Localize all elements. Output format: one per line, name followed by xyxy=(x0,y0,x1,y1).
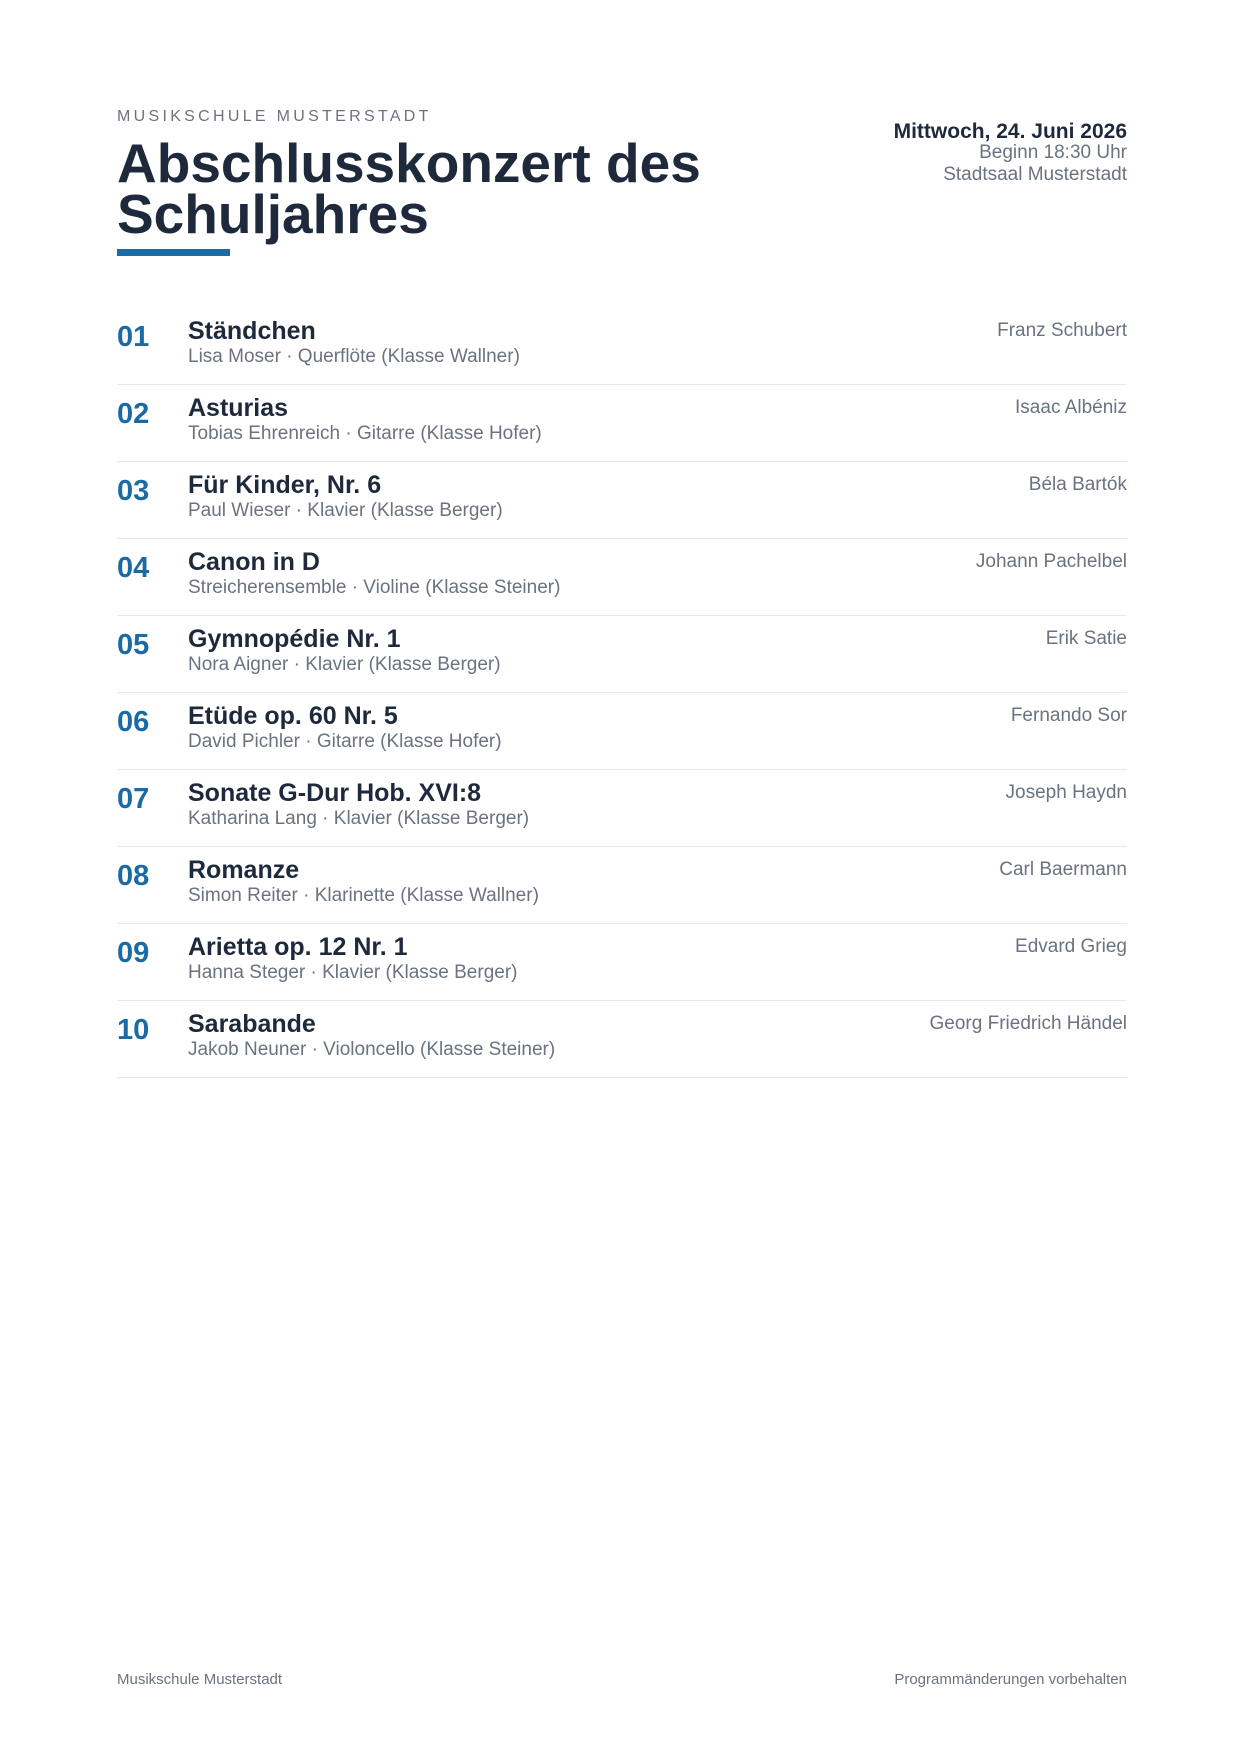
page-title: Abschlusskonzert des Schuljahres xyxy=(117,132,701,245)
performer-info: Lisa Moser · Querflöte (Klasse Wallner) xyxy=(188,346,520,367)
composer-name: Edvard Grieg xyxy=(1015,936,1127,957)
event-date: Mittwoch, 24. Juni 2026 xyxy=(893,120,1127,143)
event-start-time: Beginn 18:30 Uhr xyxy=(979,142,1127,163)
program-number: 09 xyxy=(117,937,150,969)
title-underline xyxy=(117,249,230,256)
program-item xyxy=(117,1002,1127,1078)
composer-name: Fernando Sor xyxy=(1010,705,1127,726)
program-list xyxy=(117,309,1127,1078)
program-number: 07 xyxy=(117,783,150,815)
program-number: 03 xyxy=(117,475,150,507)
program-number: 08 xyxy=(117,860,150,892)
performer-info: Paul Wieser · Klavier (Klasse Berger) xyxy=(188,500,503,521)
composer-name: Johann Pachelbel xyxy=(975,551,1127,572)
program-item xyxy=(117,540,1127,616)
program-item xyxy=(117,848,1127,924)
program-number: 02 xyxy=(117,398,150,430)
performer-info: Jakob Neuner · Violoncello (Klasse Steiner) xyxy=(188,1039,556,1060)
piece-title: Arietta op. 12 Nr. 1 xyxy=(188,933,408,961)
performer-info: Tobias Ehrenreich · Gitarre (Klasse Hofer) xyxy=(188,423,542,444)
footer-school: Musikschule Musterstadt xyxy=(117,1671,283,1688)
program-item xyxy=(117,925,1127,1001)
performer-info: Streicherensemble · Violine (Klasse Steiner) xyxy=(188,577,561,598)
program-item xyxy=(117,463,1127,539)
event-venue: Stadtsaal Musterstadt xyxy=(943,164,1127,185)
header xyxy=(117,108,1127,256)
program-number: 04 xyxy=(117,552,150,584)
piece-title: Für Kinder, Nr. 6 xyxy=(188,471,382,499)
program-item xyxy=(117,309,1127,385)
performer-info: Simon Reiter · Klarinette (Klasse Wallner) xyxy=(188,885,539,906)
performer-info: David Pichler · Gitarre (Klasse Hofer) xyxy=(188,731,502,752)
footer-note: Programmänderungen vorbehalten xyxy=(894,1671,1127,1688)
piece-title: Etüde op. 60 Nr. 5 xyxy=(188,702,398,730)
piece-title: Ständchen xyxy=(188,317,316,345)
performer-info: Katharina Lang · Klavier (Klasse Berger) xyxy=(188,808,530,829)
composer-name: Georg Friedrich Händel xyxy=(929,1013,1127,1034)
event-info xyxy=(867,122,1127,186)
program-number: 10 xyxy=(117,1014,150,1046)
composer-name: Erik Satie xyxy=(1045,628,1127,649)
program-page xyxy=(117,0,1127,1754)
program-number: 06 xyxy=(117,706,150,738)
piece-title: Asturias xyxy=(188,394,289,422)
performer-info: Nora Aigner · Klavier (Klasse Berger) xyxy=(188,654,501,675)
program-item xyxy=(117,694,1127,770)
piece-title: Gymnopédie Nr. 1 xyxy=(188,625,401,653)
program-item xyxy=(117,617,1127,693)
composer-name: Franz Schubert xyxy=(997,320,1127,341)
school-name: MUSIKSCHULE MUSTERSTADT xyxy=(117,108,432,125)
piece-title: Canon in D xyxy=(188,548,320,576)
composer-name: Joseph Haydn xyxy=(1005,782,1127,803)
composer-name: Carl Baermann xyxy=(999,859,1127,880)
piece-title: Romanze xyxy=(188,856,300,884)
program-number: 05 xyxy=(117,629,150,661)
piece-title: Sarabande xyxy=(188,1010,316,1038)
composer-name: Béla Bartók xyxy=(1028,474,1127,495)
program-item xyxy=(117,386,1127,462)
program-item xyxy=(117,771,1127,847)
piece-title: Sonate G-Dur Hob. XVI:8 xyxy=(188,779,482,807)
program-number: 01 xyxy=(117,321,150,353)
performer-info: Hanna Steger · Klavier (Klasse Berger) xyxy=(188,962,518,983)
composer-name: Isaac Albéniz xyxy=(1015,397,1127,418)
